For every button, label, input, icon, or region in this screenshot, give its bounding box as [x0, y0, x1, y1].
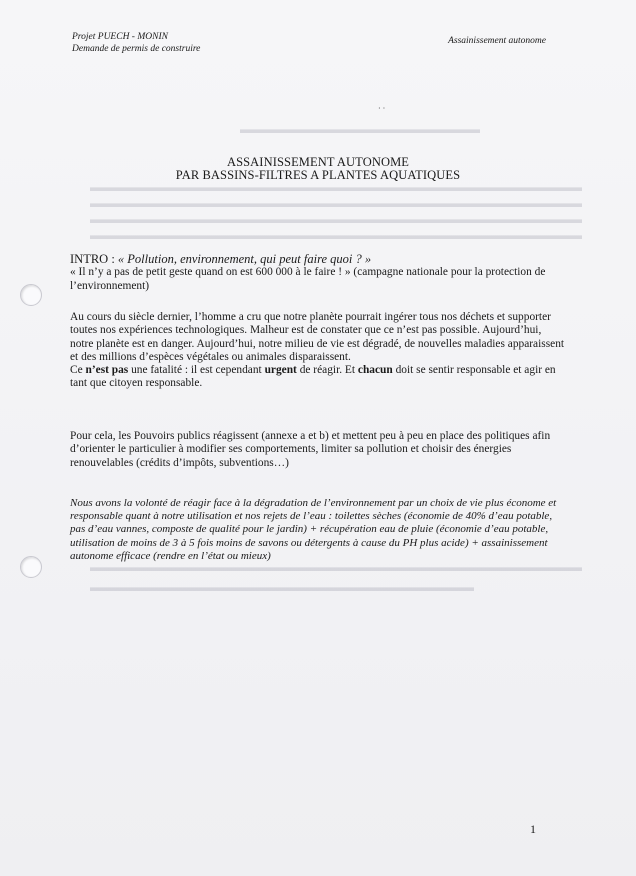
bleed-through-shadow: ▬▬▬▬▬▬▬▬▬▬▬▬▬▬▬▬▬▬▬▬▬▬▬▬▬▬▬▬▬▬▬▬▬▬▬▬▬▬▬▬▬	[90, 228, 582, 242]
scan-speck: · ·	[378, 104, 386, 113]
page-number: 1	[530, 822, 536, 836]
text-reagir: de réagir. Et	[296, 364, 358, 377]
bleed-through-shadow: ▬▬▬▬▬▬▬▬▬▬▬▬▬▬▬▬▬▬▬▬▬▬▬▬▬▬▬▬▬▬▬▬▬▬▬▬▬▬▬▬▬	[90, 560, 582, 574]
paragraph-1	[70, 311, 566, 391]
intro-label: INTRO :	[70, 252, 118, 266]
bleed-through-shadow: ▬▬▬▬▬▬▬▬▬▬▬▬▬▬▬▬▬▬▬▬▬▬▬▬▬▬▬▬▬▬▬▬▬▬▬▬▬▬▬▬▬	[90, 180, 582, 194]
intro-heading	[70, 253, 566, 266]
bleed-through-shadow: ▬▬▬▬▬▬▬▬▬▬▬▬▬▬▬▬▬▬▬▬	[240, 122, 480, 136]
punch-hole-bottom	[20, 556, 42, 578]
bleed-through-shadow: ▬▬▬▬▬▬▬▬▬▬▬▬▬▬▬▬▬▬▬▬▬▬▬▬▬▬▬▬▬▬▬▬▬▬▬▬▬▬▬▬▬	[90, 196, 582, 210]
text-urgent: urgent	[264, 364, 297, 377]
text-chacun: chacun	[357, 364, 393, 377]
intro-section	[70, 253, 566, 293]
text-ce: Ce	[70, 364, 86, 377]
text-tail: doit se sentir responsable et agir en tant que citoyen responsable.	[70, 364, 556, 390]
header-subject: Demande de permis de construire	[72, 44, 201, 54]
paragraph-1-emphasis	[70, 364, 566, 391]
header-project-block	[72, 31, 200, 55]
paragraph-2: Pour cela, les Pouvoirs publics réagissent (annexe a et b) et mettent peu à peu en place des politiques afin d’orienter le particulier à modifier ses comportements, limiter sa pollution et choisir des énergies renouvelables (crédits d’impôts, subventions…)	[70, 430, 551, 469]
header-project: Projet PUECH - MONIN	[72, 32, 168, 42]
document-title	[0, 156, 636, 182]
title-line-2: PAR BASSINS-FILTRES A PLANTES AQUATIQUES	[175, 168, 461, 182]
text-nest-pas: n’est pas	[85, 364, 129, 377]
bleed-through-shadow: ▬▬▬▬▬▬▬▬▬▬▬▬▬▬▬▬▬▬▬▬▬▬▬▬▬▬▬▬▬▬▬▬▬▬▬▬▬▬▬▬▬	[90, 212, 582, 226]
header-section: Assainissement autonome	[448, 36, 546, 46]
intro-question: « Pollution, environnement, qui peut faire quoi ? »	[117, 252, 372, 266]
title-line-1: ASSAINISSEMENT AUTONOME	[226, 155, 410, 169]
bleed-through-shadow: ▬▬▬▬▬▬▬▬▬▬▬▬▬▬▬▬▬▬▬▬▬▬▬▬▬▬▬▬▬▬▬▬	[90, 580, 474, 594]
paragraph-3: Nous avons la volonté de réagir face à la dégradation de l’environnement par un choix de vie plus économe et responsable quant à notre utilisation et nos rejets de l’eau : toilettes sèches (économie de 40% d’eau potable, pas d’eau vannes, composte de qualité pour le jardin) + récupération eau de pluie (économie d’eau potable, utilisation de moins de 3 à 5 fois moins de savons ou détergents à cause du PH plus acide) + assainissement autonome efficace (rendre en l’état ou mieux)	[70, 497, 557, 562]
punch-hole-top	[20, 284, 42, 306]
paragraph-1-text: Au cours du siècle dernier, l’homme a cru que notre planète pourrait ingérer tous nos déchets et supporter toutes nos expériences technologiques. Malheur est de constater que ce n’est pas possible. Aujourd’hui, notre planète est en danger. Aujourd’hui, notre milieu de vie est dégradé, de nouvelles maladies apparaissent et des millions d’espèces végétales ou animales disparaissent.	[70, 311, 565, 363]
intro-quote: « Il n’y a pas de petit geste quand on est 600 000 à le faire ! » (campagne nationale pour la protection de l’environnement)	[70, 266, 546, 292]
text-fatalite: une fatalité : il est cependant	[128, 364, 265, 377]
